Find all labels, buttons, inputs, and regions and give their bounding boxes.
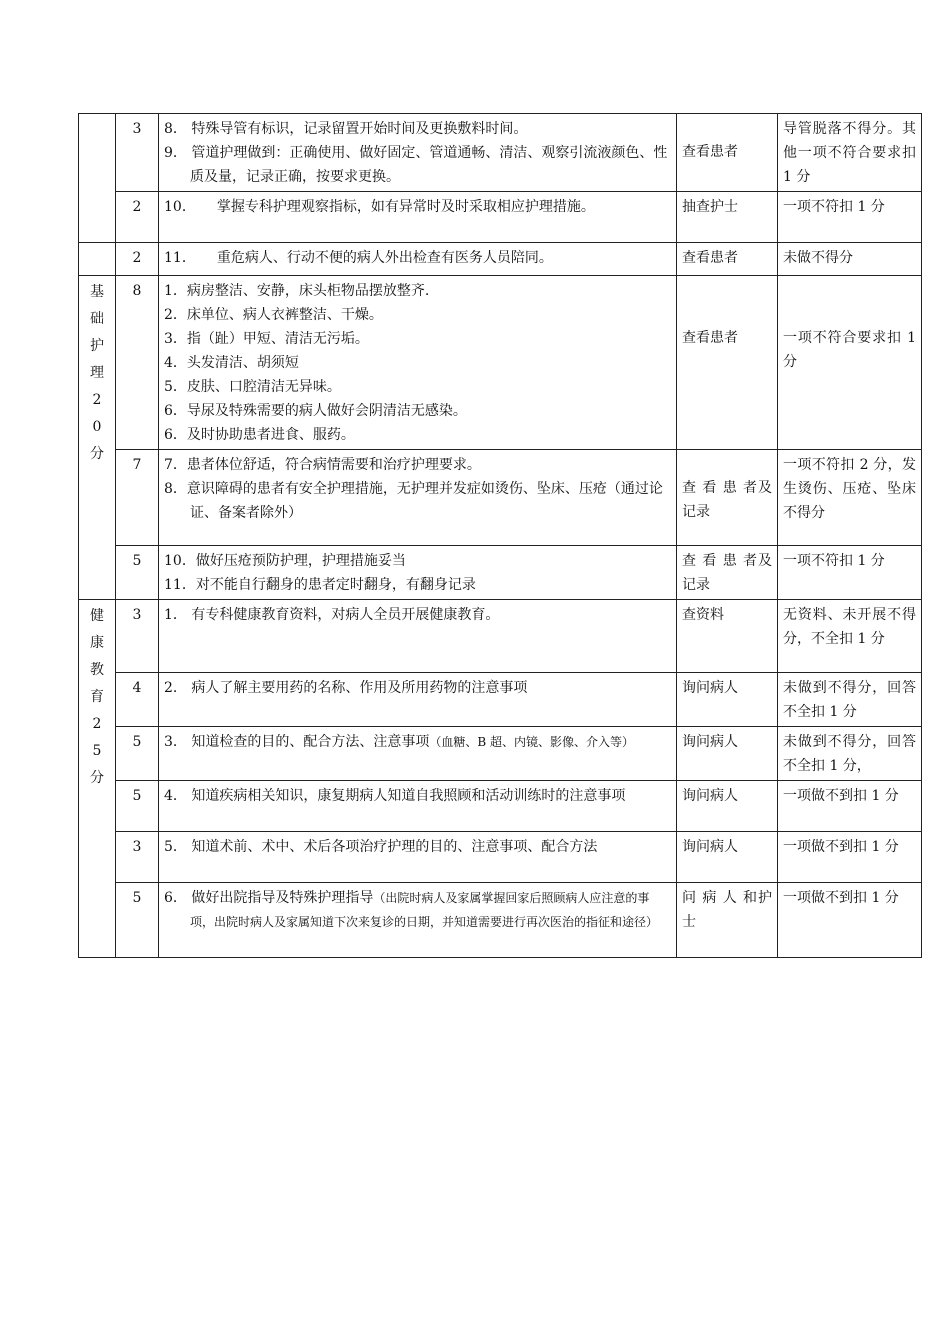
table-row xyxy=(79,600,922,673)
method-cell: 抽查护士 xyxy=(677,192,778,243)
content-cell xyxy=(159,114,677,192)
table-row xyxy=(79,192,922,243)
method-cell: 询问病人 xyxy=(677,832,778,883)
list-item: 3．指（趾）甲短、清洁无污垢。 xyxy=(164,331,369,347)
table-row xyxy=(79,276,922,450)
method-cell: 查看患者 xyxy=(677,243,778,276)
deduct-cell: 一项做不到扣 1 分 xyxy=(778,781,922,832)
score-cell: 3 xyxy=(116,114,159,192)
deduct-cell: 一项不符扣 1 分 xyxy=(778,192,922,243)
score-cell: 5 xyxy=(116,546,159,600)
item-note: （出院时病人及家属掌握回家后照顾病人应注意的事项，出院时病人及家属知道下次来复诊的日期，并知道需要进行再次医治的指征和途径） xyxy=(190,891,659,929)
table-row xyxy=(79,883,922,958)
method-cell xyxy=(677,114,778,192)
score-cell: 2 xyxy=(116,192,159,243)
content-cell xyxy=(159,546,677,600)
method-cell: 查 看 患 者及记录 xyxy=(677,546,778,600)
table-row xyxy=(79,546,922,600)
list-item: 11．对不能自行翻身的患者定时翻身，有翻身记录 xyxy=(164,577,476,593)
content-cell xyxy=(159,243,677,276)
deduct-cell: 未做到不得分，回答不全扣 1 分， xyxy=(778,727,922,781)
deduct-cell: 无资料、未开展不得分，不全扣 1 分 xyxy=(778,600,922,673)
score-cell: 2 xyxy=(116,243,159,276)
list-item: 1．病房整洁、安静，床头柜物品摆放整齐. xyxy=(164,283,430,299)
method-cell: 问 病 人 和护士 xyxy=(677,883,778,958)
content-cell xyxy=(159,600,677,673)
deduct-cell: 一项做不到扣 1 分 xyxy=(778,832,922,883)
deduct-cell: 导管脱落不得分。其他一项不符合要求扣 1 分 xyxy=(778,114,922,192)
score-cell: 8 xyxy=(116,276,159,450)
method-cell: 询问病人 xyxy=(677,673,778,727)
score-cell: 5 xyxy=(116,883,159,958)
table-row xyxy=(79,727,922,781)
list-item: 8．意识障碍的患者有安全护理措施，无护理并发症如烫伤、坠床、压疮（通过论证、备案者除外） xyxy=(164,481,663,521)
table-row xyxy=(79,243,922,276)
list-item: 5． 知道术前、术中、术后各项治疗护理的目的、注意事项、配合方法 xyxy=(164,839,598,855)
list-item xyxy=(164,730,671,754)
method-cell: 询问病人 xyxy=(677,727,778,781)
category-label: 基础护理20分 xyxy=(90,284,104,462)
content-cell xyxy=(159,673,677,727)
list-item xyxy=(164,886,671,934)
table-row xyxy=(79,114,922,192)
item-note: （血糖、B 超、内镜、影像、介入等） xyxy=(429,735,634,749)
list-item: 11． 重危病人、行动不便的病人外出检查有医务人员陪同。 xyxy=(164,250,553,266)
method-text: 查 看 患 者及记录 xyxy=(682,480,772,520)
list-item: 6．及时协助患者进食、服药。 xyxy=(164,427,355,443)
content-cell xyxy=(159,192,677,243)
content-cell xyxy=(159,781,677,832)
item-text: 6． 做好出院指导及特殊护理指导 xyxy=(164,890,374,906)
method-text: 查看患者 xyxy=(682,330,738,346)
score-cell: 3 xyxy=(116,600,159,673)
table-row xyxy=(79,832,922,883)
list-item: 7．患者体位舒适，符合病情需要和治疗护理要求。 xyxy=(164,457,481,473)
list-item: 10． 掌握专科护理观察指标，如有异常时及时采取相应护理措施。 xyxy=(164,199,595,215)
list-item: 5．皮肤、口腔清洁无异味。 xyxy=(164,379,341,395)
nursing-evaluation-table xyxy=(78,113,922,958)
list-item: 2． 病人了解主要用药的名称、作用及所用药物的注意事项 xyxy=(164,680,528,696)
list-item: 4．头发清洁、胡须短 xyxy=(164,355,299,371)
table-row xyxy=(79,450,922,546)
list-item: 8． 特殊导管有标识，记录留置开始时间及更换敷料时间。 xyxy=(164,121,528,137)
category-label: 健康教育25分 xyxy=(90,608,104,786)
deduct-text: 一项不符合要求扣 1 分 xyxy=(783,330,916,370)
score-cell: 5 xyxy=(116,727,159,781)
category-cell xyxy=(79,114,116,243)
score-cell: 7 xyxy=(116,450,159,546)
method-cell xyxy=(677,450,778,546)
content-cell xyxy=(159,883,677,958)
method-cell: 询问病人 xyxy=(677,781,778,832)
list-item: 9． 管道护理做到：正确使用、做好固定、管道通畅、清洁、观察引流液颜色、性质及量，记录正确，按要求更换。 xyxy=(164,145,668,185)
table-row xyxy=(79,673,922,727)
list-item: 10．做好压疮预防护理，护理措施妥当 xyxy=(164,553,406,569)
method-cell xyxy=(677,276,778,450)
score-cell: 5 xyxy=(116,781,159,832)
content-cell xyxy=(159,450,677,546)
deduct-cell: 一项做不到扣 1 分 xyxy=(778,883,922,958)
method-cell: 查资料 xyxy=(677,600,778,673)
item-text: 3． 知道检查的目的、配合方法、注意事项 xyxy=(164,734,430,750)
score-cell: 3 xyxy=(116,832,159,883)
deduct-cell xyxy=(778,276,922,450)
category-cell-health-education xyxy=(79,600,116,958)
content-cell xyxy=(159,276,677,450)
table-row xyxy=(79,781,922,832)
document-sheet xyxy=(78,113,921,958)
content-cell xyxy=(159,727,677,781)
method-text: 查看患者 xyxy=(682,144,738,160)
list-item: 1． 有专科健康教育资料，对病人全员开展健康教育。 xyxy=(164,607,500,623)
deduct-cell: 未做到不得分，回答不全扣 1 分 xyxy=(778,673,922,727)
deduct-cell: 一项不符扣 1 分 xyxy=(778,546,922,600)
deduct-cell: 一项不符扣 2 分，发生烫伤、压疮、坠床不得分 xyxy=(778,450,922,546)
score-cell: 4 xyxy=(116,673,159,727)
list-item: 6．导尿及特殊需要的病人做好会阴清洁无感染。 xyxy=(164,403,467,419)
category-cell-basic-nursing xyxy=(79,276,116,600)
content-cell xyxy=(159,832,677,883)
deduct-cell: 未做不得分 xyxy=(778,243,922,276)
list-item: 4． 知道疾病相关知识，康复期病人知道自我照顾和活动训练时的注意事项 xyxy=(164,788,626,804)
category-cell xyxy=(79,243,116,276)
list-item: 2．床单位、病人衣裤整洁、干燥。 xyxy=(164,307,383,323)
